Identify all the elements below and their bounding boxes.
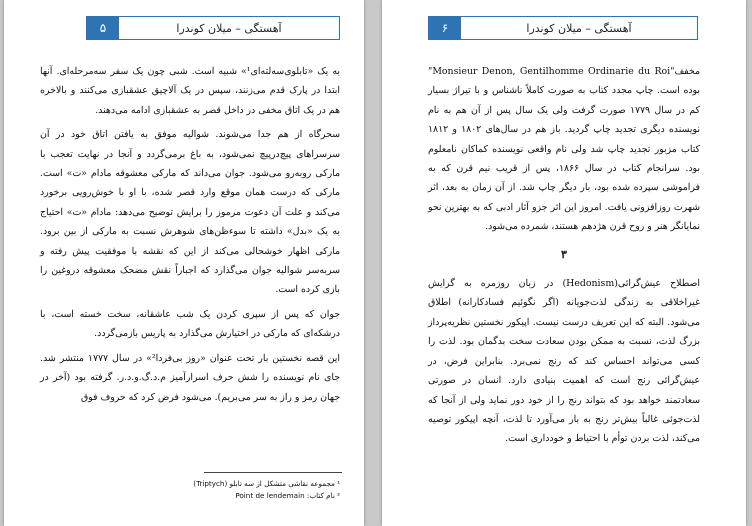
- page-number-badge: ۶: [429, 17, 461, 39]
- footnote: ² نام کتاب: Point de lendemain: [235, 491, 340, 500]
- page-number-badge: ۵: [87, 17, 119, 39]
- page-header: [86, 16, 340, 40]
- paragraph: جوان که پس از سپری کردن یک شب عاشقانه، سخت خسته است، با درشکه‌ای که مارکی در اختیارش می‌گذارد به پاریس بازمی‌گردد.: [40, 308, 340, 340]
- paragraph: مخفف"Monsieur Denon, Gentilhomme Ordinarie du Roi" بوده است. چاپ مجدد کتاب به صورت کاملاً ناشناس و با تیراژ بسیار کم در سال ۱۷۷۹ صورت گرفت ولی یک سال پس از آن هم به نام نویسنده دیگری تجدید چاپ گردید. باز هم در سال‌های ۱۸۰۲ و ۱۸۱۲ کتاب مزبور تجدید چاپ شد ولی نام واقعی نویسنده کماکان نامعلوم بود. سرانجام کتاب در سال ۱۸۶۶، پس از قریب نیم قرن که به فراموشی سپرده شده بود، بار دیگر چاپ شد. از آن زمان به بعد، اثر شهرت روزافزونی یافت. امروز این اثر جزو آثار ادبی که به بهترین نحو نمایانگر هنر و روح قرن هژدهم هستند، شمرده می‌شود.: [428, 66, 700, 233]
- paragraph: سحرگاه از هم جدا می‌شوند. شوالیه موفق به یافتن اتاق خود در آن سرسراهای پیچ‌درپیچ نمی‌شود، به باغ برمی‌گردد و آنجا در نهایت تعجب با مارکی روبه‌رو می‌شود. جوان می‌داند که مارکی معشوقه مادام «ت» است. مارکی که درست همان موقع وارد قصر شده، با او با خوش‌رویی برخورد می‌کند و علت آن دعوت مرموز را برایش توضیح می‌دهد: مادام «ت» احتیاج به یک «بدل» داشته تا سوءظن‌های شوهرش نسبت به مارکی از بین برود. مارکی اظهار خوشحالی می‌کند از این که نقشه با موفقیت پیش رفته و سربه‌سر شوالیه جوان می‌گذارد که اجباراً نقش مضحک معشوقه دروغین را بازی کرده است.: [40, 129, 340, 296]
- header-title: آهستگی – میلان کوندرا: [526, 21, 632, 35]
- body-text: [40, 62, 340, 412]
- footnote: ¹ مجموعه نقاشی متشکل از سه تابلو (Triptych): [193, 479, 340, 488]
- left-page: [4, 0, 364, 526]
- body-text: [428, 62, 700, 454]
- section-number: ۳: [561, 247, 567, 261]
- paragraph: اصطلاح عیش‌گرائی(Hedonism) در زبان روزمره به گرایش غیراخلاقی به زندگی لذت‌جویانه (اگر نگوئیم فسادکارانه) اطلاق می‌شود. البته که این تعریف درست نیست. اپیکور نخستین نظریه‌پرداز بزرگ لذت، نسبت به ممکن بودن سعادت سخت بدگمان بود. لذت را کسی می‌تواند احساس کند که رنج نمی‌برد. بنابراین فرض، در عیش‌گرائی رنج است که اهمیت بنیادی دارد. انسان در صورتی سعادتمند خواهد بود که بتواند رنج را از خود دور نماید ولی از آنجا که لذت‌جوئی غالباً بیش‌تر رنج به بار می‌آورد تا لذت، آنچه اپیکور توصیه می‌کند، لذت بردن توأم با احتیاط و خودداری است.: [428, 278, 701, 445]
- footnote-divider: [204, 472, 342, 473]
- paragraph: این قصه نخستین بار تحت عنوان «روز بی‌فردا²» در سال ۱۷۷۷ منتشر شد. جای نام نویسنده را شش حرف اسرارآمیز م.د.گ.و.د.ر. گرفته بود (آخر در جهان رمز و راز به سر می‌بریم). می‌شود فرض کرد که حروف فوق: [40, 352, 340, 403]
- footnotes: [40, 478, 340, 502]
- right-page: [382, 0, 746, 526]
- header-title: آهستگی – میلان کوندرا: [176, 21, 282, 35]
- paragraph: به یک «تابلوی‌سه‌لته‌ای¹» شبیه است. شبی چون یک سفر سه‌مرحله‌ای. آنها ابتدا در پارک قدم می‌زنند، سپس در یک آلاچیق عشقبازی می‌کنند و بالاخره هم در یک اتاق مخفی در داخل قصر به عشقبازی ادامه می‌دهند.: [40, 66, 340, 116]
- page-header: [428, 16, 698, 40]
